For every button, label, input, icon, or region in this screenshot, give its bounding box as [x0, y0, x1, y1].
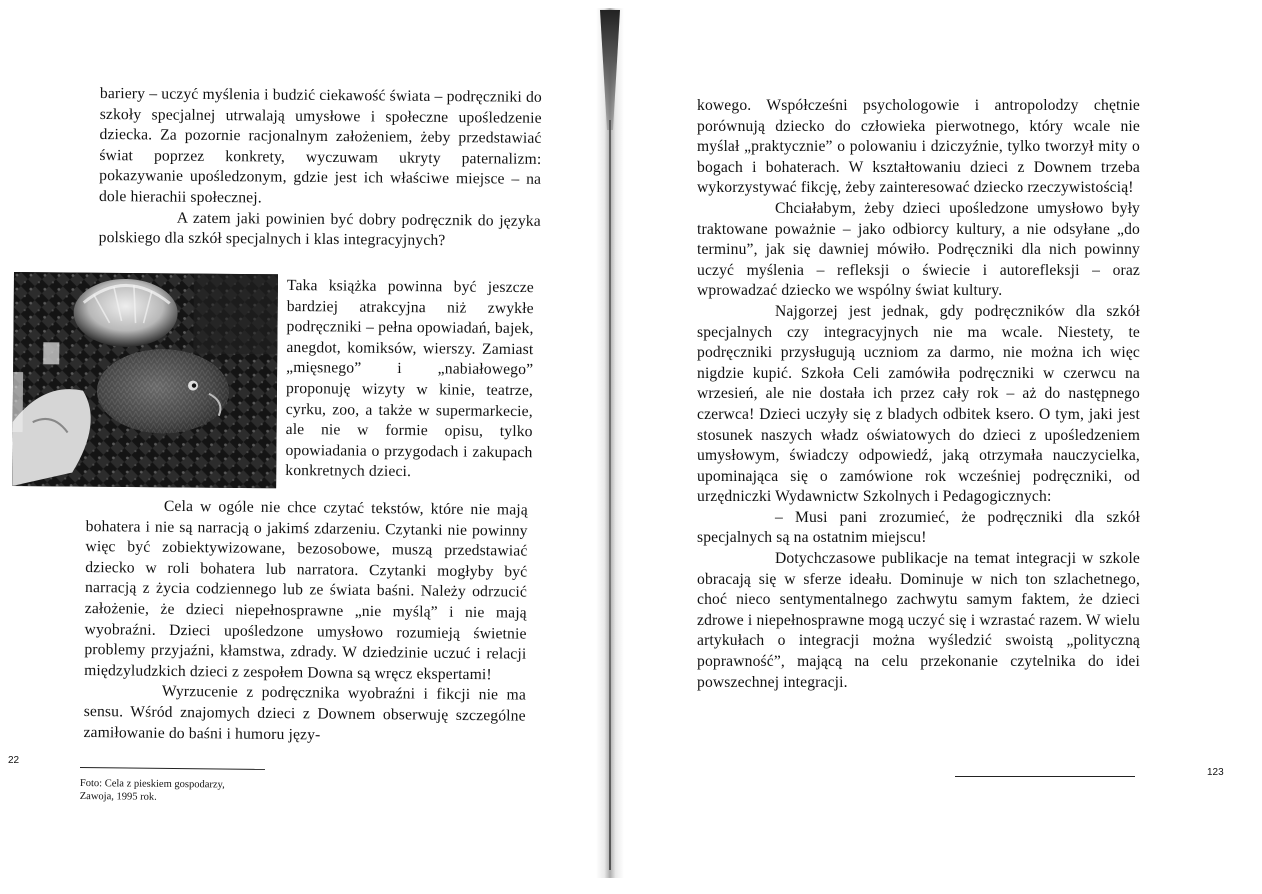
page-number-left: 22: [8, 755, 20, 766]
right-paragraph-1: kowego. Współcześni psychologowie i antropolodzy chętnie porównują dziecko do człowieka pierwotnego, który wcale nie myślał „praktycznie” o polowaniu i dziczyźnie, tylko tworzył mity o bogach i bohaterach. W kształtowaniu dzieci z Downem trzeba wykorzystywać fikcję, żeby zainteresować dziecko rzeczywistością!: [697, 97, 1140, 197]
right-page-text: [697, 96, 1140, 693]
footnote-rule-left: [80, 767, 265, 770]
photo-image: [12, 272, 278, 488]
left-page-wrap-text: [285, 276, 534, 484]
photo-girl-with-dog: [12, 272, 278, 488]
footnote-rule-right: [955, 776, 1135, 777]
right-paragraph-2: Chciałabym, żeby dzieci upośledzone umysłowo były traktowane poważnie – jako odbiorcy kultury, a nie odsyłane „do terminu”, jak się dawniej mówiło. Podręczniki dla nich powinny uczyć myślenia – refleksji o świecie i autorefleksji – oraz wprowadzać dziecko we wspólny świat kultury.: [697, 199, 1140, 300]
left-page-bottom-text: [83, 496, 528, 748]
left-paragraph-4: Wyrzucenie z podręcznika wyobraźni i fikcji nie ma sensu. Wśród znajomych dzieci z Downem obserwuję szczególne zamiłowanie do baśni i humoru języ-: [83, 683, 527, 743]
caption-line-1: Foto: Cela z pieskiem gospodarzy,: [79, 777, 225, 791]
right-paragraph-5: Dotychczasowe publikacje na temat integracji w szkole obracają się w sferze ideału. Dominuje w nich ton szlachetnego, choć nieco sentymentalnego zachwytu samym faktem, że dzieci zdrowe i niepełnosprawne mogą uczyć się i wzrastać razem. W wielu artykułach o integracji można wyśledzić swoistą „polityczną poprawność”, mającą na celu przekonanie czytelnika do idei powszechnej integracji.: [697, 550, 1140, 691]
page-number-right: 123: [1207, 767, 1224, 778]
left-paragraph-1: bariery – uczyć myślenia i budzić ciekawość świata – podręczniki do szkoły specjalnej utrwalają umysłowe i społeczne upośledzenie dziecka. Za pozornie racjonalnym założeniem, żeby przedstawiać świat poprzez konkrety, wyczuwam ukryty paternalizm: pokazywanie upośledzonym, gdzie jest ich właściwe miejsce – na dole hierachii społecznej.: [98, 84, 542, 207]
gutter-binding-line: [609, 120, 611, 870]
left-wrap-paragraph: Taka książka powinna być jeszcze bardziej atrakcyjna niż zwykłe podręczniki – pełna opowiadań, bajek, anegdot, komiksów, wierszy. Zamiast „mięsnego” i „nabiałowego” proponuję wizyty w kinie, teatrze, cyrku, zoo, a także w supermarkecie, ale nie w formie opisu, tylko opowiadania o przygodach i zakupach konkretnych dzieci.: [285, 276, 534, 481]
photo-caption: [80, 777, 310, 805]
left-page-top-text: [99, 84, 542, 253]
left-paragraph-3: Cela w ogóle nie chce czytać tekstów, które nie mają bohatera i nie są narracją o jakimś zdarzeniu. Czytanki nie powinny więc być zobiektywizowane, bezosobowe, muszą przedstawiać dziecko w roli bohatera lub narratora. Czytanki mogłyby być narracją z życia codziennego lub ze świata baśni. Należy odrzucić założenie, że dzieci niepełnosprawne „nie myślą” i nie mają wyobraźni. Dzieci upośledzone umysłowo rozumieją świetnie problemy przyjaźni, kłamstwa, zdrady. W dziedzinie uczuć i relacji międzyludzkich dzieci z zespołem Downa są wręcz ekspertami!: [84, 497, 528, 684]
left-paragraph-2: A zatem jaki powinien być dobry podręcznik do języka polskiego dla szkół specjalnych i klas integracyjnych?: [98, 209, 541, 250]
right-paragraph-4: – Musi pani zrozumieć, że podręczniki dla szkół specjalnych są na ostatnim miejscu!: [697, 508, 1140, 547]
caption-line-2: Zawoja, 1995 rok.: [79, 790, 157, 803]
right-paragraph-3: Najgorzej jest jednak, gdy podręczników dla szkół specjalnych czy integracyjnych nie ma wcale. Niestety, te podręczniki przysługują uczniom za darmo, nie można ich więc nigdzie kupić. Szkoła Celi zamówiła podręczniki w czerwcu na wrzesień, ale nie dostała ich przez cały rok – aż do następnego czerwca! Dzieci uczyły się z bladych odbitek ksero. O tym, jaki jest stosunek naszych władz oświatowych do dzieci z upośledzeniem umysłowym, świadczy odpowiedź, jaką otrzymała nauczycielka, upominająca się o zamówione rok wcześniej podręczniki, od urzędniczki Wydawnictw Szkolnych i Pedagogicznych:: [697, 302, 1140, 506]
